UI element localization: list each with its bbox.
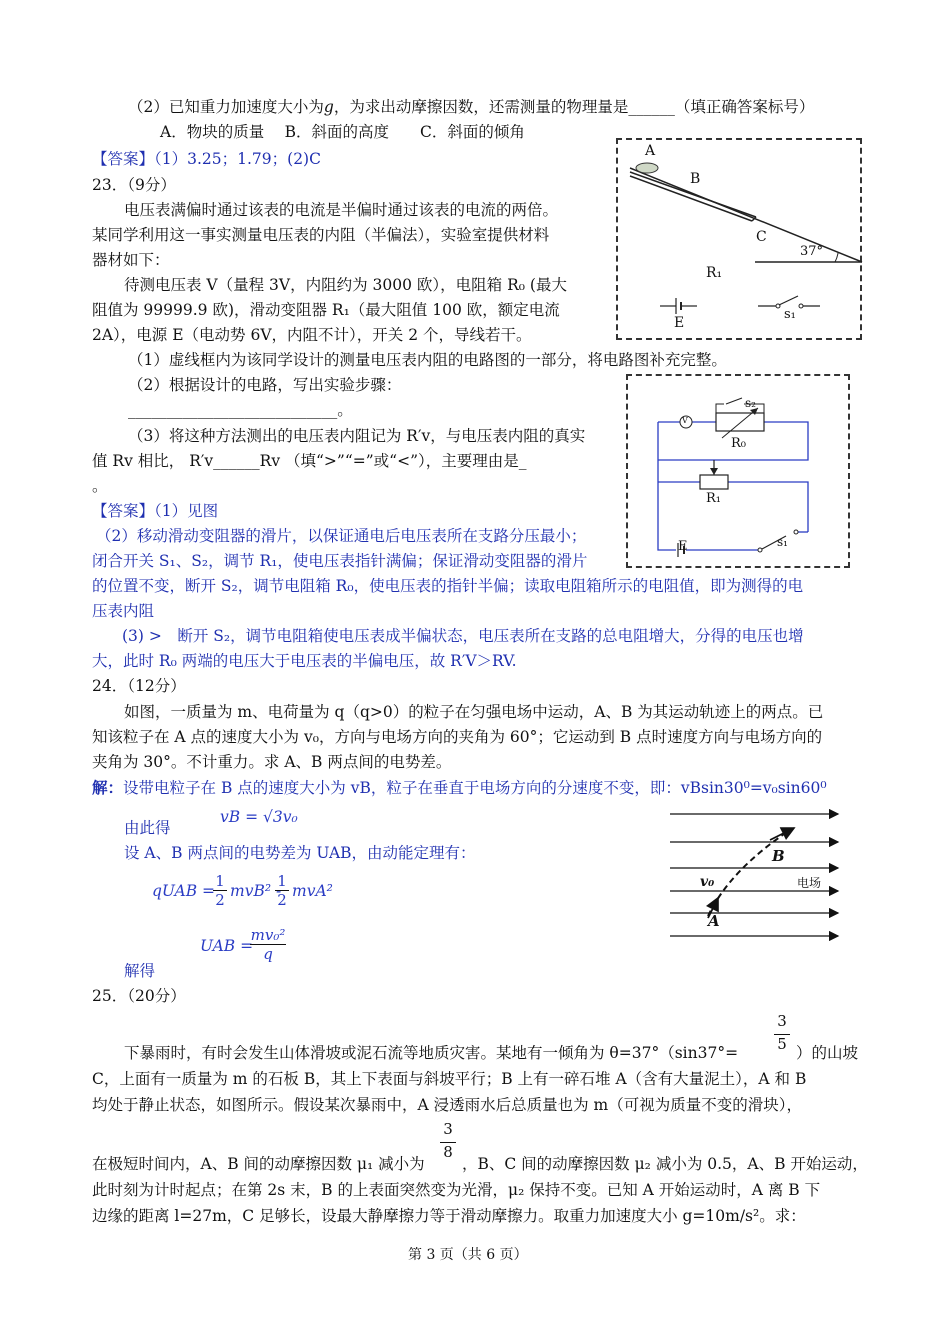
q25-p4-end: ，B、C 间的动摩擦因数 μ₂ 减小为 0.5，A、B 开始运动， <box>462 1155 868 1173</box>
label-B: B <box>690 171 701 187</box>
field-label: 电场 <box>797 876 822 890</box>
q25-p4: 在极短时间内，A、B 间的动摩擦因数 μ₁ 减小为 <box>92 1155 425 1173</box>
q24-eq3-left: UAB = <box>200 937 254 955</box>
label-R1-circuit: R₁ <box>706 491 721 506</box>
label-angle: 37° <box>800 244 824 259</box>
q25-p2: C，上面有一质量为 m 的石板 B，其上下表面与斜坡平行；B 上有一碎石堆 A（含有大量泥土），A 和 B <box>92 1070 807 1088</box>
q24-solution-2: 由此得 <box>124 819 171 837</box>
q23-sub3-a: （3）将这种方法测出的电压表内阻记为 R′v，与电压表内阻的真实 <box>128 427 586 445</box>
q23-answer-3a: (3) > 断开 S₂，调节电阻箱使电压表成半偏状态，电压表所在支路的总电阻增大，分得的电压也增 <box>122 627 804 645</box>
q22-options: A．物块的质量 B．斜面的高度 C．斜面的倾角 <box>160 123 525 141</box>
q23-p2: 某同学利用这一事实测量电压表的内阻（半偏法），实验室提供材料 <box>92 226 550 244</box>
q23-sub3-b: 值 Rv 相比， R′v______Rv （填“>”“=”或“<”），主要理由是_ <box>92 452 527 470</box>
q24-heading: 24．（12分） <box>92 677 186 695</box>
v0-label: v₀ <box>700 874 715 890</box>
q24-eq-vB: vB = √3v₀ <box>220 808 298 826</box>
q22-sub2: （2）已知重力加速度大小为g，为求出动摩擦因数，还需测量的物理量是______（填正确答案标号） <box>128 98 815 116</box>
q23-answer-2d: 压表内阻 <box>92 602 155 620</box>
point-A-label: A <box>708 912 720 930</box>
q22-answer: 【答案】（1）3.25；1.79；(2)C <box>92 150 321 168</box>
q24-solution-4: 解得 <box>124 962 156 980</box>
q23-sub2-blank: ___________________________。 <box>128 401 353 419</box>
point-B-label: B <box>772 847 785 865</box>
q25-fraction-3-5: $\frac{3}{5}$ <box>774 1012 790 1053</box>
q23-p1: 电压表满偏时通过该表的电流是半偏时通过该表的电流的两倍。 <box>124 201 559 219</box>
page-footer: 第 3 页（共 6 页） <box>408 1247 528 1263</box>
q23-answer-2b: 闭合开关 S₁、S₂，调节 R₁，使电压表指针满偏；保证滑动变阻器的滑片 <box>92 552 588 570</box>
q25-p1-end: ）的山坡 <box>796 1044 859 1062</box>
q23-p5: 阻值为 99999.9 欧)，滑动变阻器 R₁（最大阻值 100 欧，额定电流 <box>92 301 560 319</box>
q24-p3: 夹角为 30°。不计重力。求 A、B 两点间的电势差。 <box>92 753 452 771</box>
q24-p2: 知该粒子在 A 点的速度大小为 v₀，方向与电场方向的夹角为 60°；它运动到 B 点时速度方向与电场方向的 <box>92 728 823 746</box>
q24-solution-1: 解：设带电粒子在 B 点的速度大小为 vB，粒子在垂直于电场方向的分速度不变，即：vBsin30⁰=v₀sin60⁰ <box>92 778 827 797</box>
q24-eq2-frac2: $\frac{1}{2}$ <box>275 872 289 909</box>
q23-sub3-c: 。 <box>92 477 108 495</box>
q23-p3: 器材如下： <box>92 251 170 269</box>
q24-solution-3: 设 A、B 两点间的电势差为 UAB，由动能定理有： <box>124 844 476 862</box>
label-E-circuit: E <box>678 539 688 554</box>
q23-p4: 待测电压表 V（量程 3V，内阻约为 3000 欧），电阻箱 R₀ (最大 <box>124 276 567 294</box>
q24-eq2-mid: mvB² - <box>230 882 282 900</box>
voltmeter-label: V <box>682 416 688 425</box>
q25-p3: 均处于静止状态，如图所示。假设某次暴雨中，A 浸透雨水后总质量也为 m（可视为质量不变的滑块）， <box>92 1096 802 1114</box>
q23-answer-2c: 的位置不变，断开 S₂，调节电阻箱 R₀，使电压表的指针半偏；读取电阻箱所示的电阻值，即为测得的电 <box>92 577 804 595</box>
q23-answer-1: 【答案】（1）见图 <box>92 502 219 520</box>
label-C: C <box>756 229 767 245</box>
q24-eq2-end: mvA² <box>292 882 333 900</box>
q23-answer-3b: 大，此时 R₀ 两端的电压大于电压表的半偏电压，故 R′V＞RV. <box>92 652 517 670</box>
q24-eq2-frac1: $\frac{1}{2}$ <box>213 872 227 909</box>
q25-p1: 下暴雨时，有时会发生山体滑坡或泥石流等地质灾害。某地有一倾角为 θ=37°（sin37°= <box>124 1044 739 1062</box>
label-s2: s₂ <box>745 396 756 410</box>
q25-fraction-3-8: $\frac{3}{8}$ <box>440 1120 456 1161</box>
q24-eq3-frac: $\frac{\text{mv₀²}}{q}$ <box>250 926 286 963</box>
q23-answer-2a: （2）移动滑动变阻器的滑片，以保证通电后电压表所在支路分压最小； <box>96 527 587 545</box>
q25-p6: 边缘的距离 l=27m，C 足够长，设最大静摩擦力等于滑动摩擦力。取重力加速度大小 g=10m/s²。求： <box>92 1207 806 1225</box>
label-A: A <box>645 143 656 159</box>
velocity-vB-arrow <box>770 828 794 840</box>
trajectory-curve <box>708 830 790 916</box>
label-s1-circuit: s₁ <box>777 535 788 549</box>
q25-heading: 25．（20分） <box>92 987 186 1005</box>
q24-eq2-left: qUAB = <box>152 882 216 900</box>
label-R1: R₁ <box>706 265 723 281</box>
label-R0: R₀ <box>731 436 746 451</box>
q23-heading: 23．（9分） <box>92 176 176 194</box>
q23-sub1: （1）虚线框内为该同学设计的测量电压表内阻的电路图的一部分，将电路图补充完整。 <box>128 351 727 369</box>
q23-p6: 2A），电源 E（电动势 6V，内阻不计），开关 2 个，导线若干。 <box>92 326 532 344</box>
label-s1: s₁ <box>784 307 796 322</box>
q23-sub2: （2）根据设计的电路，写出实验步骤： <box>128 376 402 394</box>
label-E: E <box>674 315 685 331</box>
q24-p1: 如图，一质量为 m、电荷量为 q（q>0）的粒子在匀强电场中运动，A、B 为其运动轨迹上的两点。已 <box>124 703 824 721</box>
q25-p5: 此时刻为计时起点；在第 2s 末，B 的上表面突然变为光滑，μ₂ 保持不变。已知 A 开始运动时，A 离 B 下 <box>92 1181 821 1199</box>
